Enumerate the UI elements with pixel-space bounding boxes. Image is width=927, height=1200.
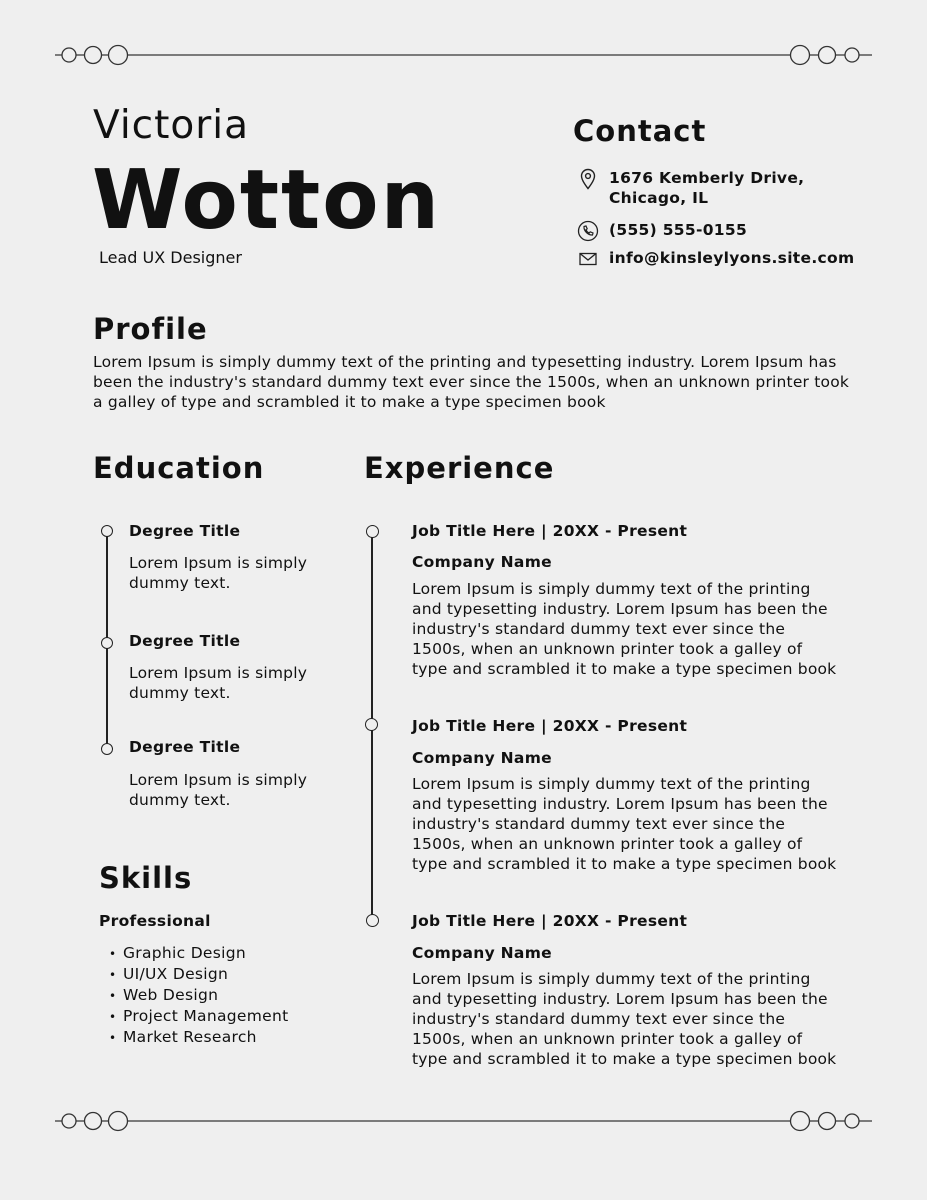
top-rule [0,43,927,67]
phone-number: (555) 555-0155 [609,221,748,239]
skills-heading: Skills [99,861,193,895]
degree-description: Lorem Ipsum is simply dummy text. [129,771,308,809]
education-heading: Education [93,451,265,485]
last-name: Wotton [92,153,441,248]
job-title: Job Title Here | 20XX - Present [412,522,688,540]
bottom-rule [0,1109,927,1133]
first-name: Victoria [93,103,250,148]
degree-title: Degree Title [129,522,241,540]
phone-icon [577,220,599,242]
timeline-dot [366,525,379,538]
timeline-dot [101,743,113,755]
email-address: info@kinsleylyons.site.com [609,249,855,267]
experience-heading: Experience [364,451,555,485]
skill-item: • UI/UX Design [109,964,288,985]
degree-description: Lorem Ipsum is simply dummy text. [129,554,308,592]
address-line-1: 1676 Kemberly Drive, [609,169,805,187]
timeline-dot [365,718,378,731]
timeline-dot [101,525,113,537]
job-description: Lorem Ipsum is simply dummy text of the printing and typesetting industry. Lorem Ipsum has been the industry's standard dummy text ever since the 1500s, when an unknown printer took a galley of type and scrambled it to make a type specimen book [412,580,837,678]
skills-list [109,943,288,1048]
contact-heading: Contact [573,114,707,148]
skill-item: • Project Management [109,1006,288,1027]
address-line-2: Chicago, IL [609,189,709,207]
skill-item: • Web Design [109,985,288,1006]
company-name: Company Name [412,944,552,962]
skill-item: • Graphic Design [109,943,288,964]
degree-title: Degree Title [129,632,241,650]
degree-title: Degree Title [129,738,241,756]
skill-item: • Market Research [109,1027,288,1048]
job-role: Lead UX Designer [99,248,242,267]
profile-heading: Profile [93,312,208,346]
timeline-dot [366,914,379,927]
profile-text: Lorem Ipsum is simply dummy text of the printing and typesetting industry. Lorem Ipsum has been the industry's standard dummy text ever since the 1500s, when an unknown printer took a galley of type and scrambled it to make a type specimen book [93,353,850,411]
skills-subtitle: Professional [99,912,211,930]
company-name: Company Name [412,749,552,767]
job-description: Lorem Ipsum is simply dummy text of the printing and typesetting industry. Lorem Ipsum has been the industry's standard dummy text ever since the 1500s, when an unknown printer took a galley of type and scrambled it to make a type specimen book [412,775,837,873]
envelope-icon [577,248,599,270]
timeline-dot [101,637,113,649]
company-name: Company Name [412,553,552,571]
contact-phone [577,220,747,242]
contact-address [577,168,804,208]
location-pin-icon [577,168,599,190]
job-title: Job Title Here | 20XX - Present [412,717,688,735]
job-title: Job Title Here | 20XX - Present [412,912,688,930]
job-description: Lorem Ipsum is simply dummy text of the printing and typesetting industry. Lorem Ipsum has been the industry's standard dummy text ever since the 1500s, when an unknown printer took a galley of type and scrambled it to make a type specimen book [412,970,837,1068]
contact-email [577,248,854,270]
degree-description: Lorem Ipsum is simply dummy text. [129,664,308,702]
